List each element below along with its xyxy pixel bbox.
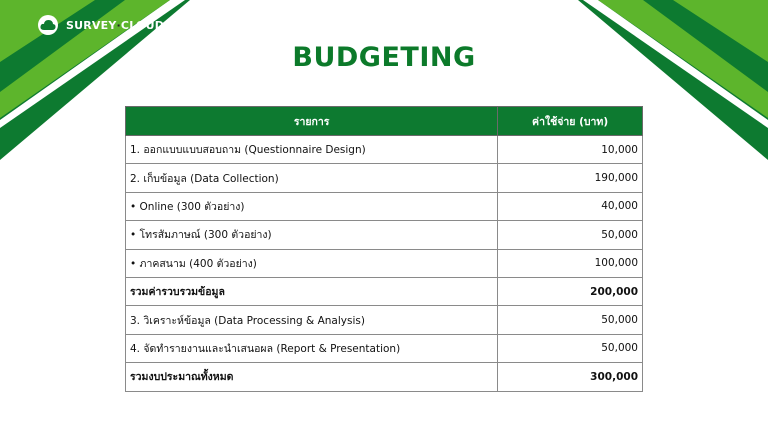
row-item: 1. ออกแบบแบบสอบถาม (Questionnaire Design)	[126, 136, 498, 164]
row-item: 4. จัดทำรายงานและนำเสนอผล (Report & Presentation)	[126, 334, 498, 362]
header-cost: ค่าใช้จ่าย (บาท)	[498, 107, 643, 136]
table-row	[126, 221, 643, 249]
header-item: รายการ	[126, 107, 498, 136]
row-cost: 200,000	[498, 277, 643, 305]
brand-name: SURVEY·CLOUD	[66, 18, 165, 32]
table-row	[126, 136, 643, 164]
table-row	[126, 164, 643, 192]
budget-table	[125, 106, 643, 392]
row-item: • Online (300 ตัวอย่าง)	[126, 192, 498, 220]
row-item: • ภาคสนาม (400 ตัวอย่าง)	[126, 249, 498, 277]
table-row	[126, 334, 643, 362]
table-row	[126, 249, 643, 277]
table-row	[126, 363, 643, 391]
cloud-icon	[38, 15, 58, 35]
row-cost: 40,000	[498, 192, 643, 220]
row-cost: 50,000	[498, 221, 643, 249]
brand-logo	[38, 12, 164, 38]
table-header-row	[126, 107, 643, 136]
row-item: รวมงบประมาณทั้งหมด	[126, 363, 498, 391]
page-title: BUDGETING	[292, 42, 476, 73]
row-item: 3. วิเคราะห์ข้อมูล (Data Processing & Analysis)	[126, 306, 498, 334]
row-cost: 190,000	[498, 164, 643, 192]
row-cost: 100,000	[498, 249, 643, 277]
row-cost: 10,000	[498, 136, 643, 164]
table-row	[126, 277, 643, 305]
row-cost: 50,000	[498, 306, 643, 334]
row-item: • โทรสัมภาษณ์ (300 ตัวอย่าง)	[126, 221, 498, 249]
row-cost: 300,000	[498, 363, 643, 391]
table-row	[126, 306, 643, 334]
table-row	[126, 192, 643, 220]
row-item: รวมค่ารวบรวมข้อมูล	[126, 277, 498, 305]
row-item: 2. เก็บข้อมูล (Data Collection)	[126, 164, 498, 192]
row-cost: 50,000	[498, 334, 643, 362]
